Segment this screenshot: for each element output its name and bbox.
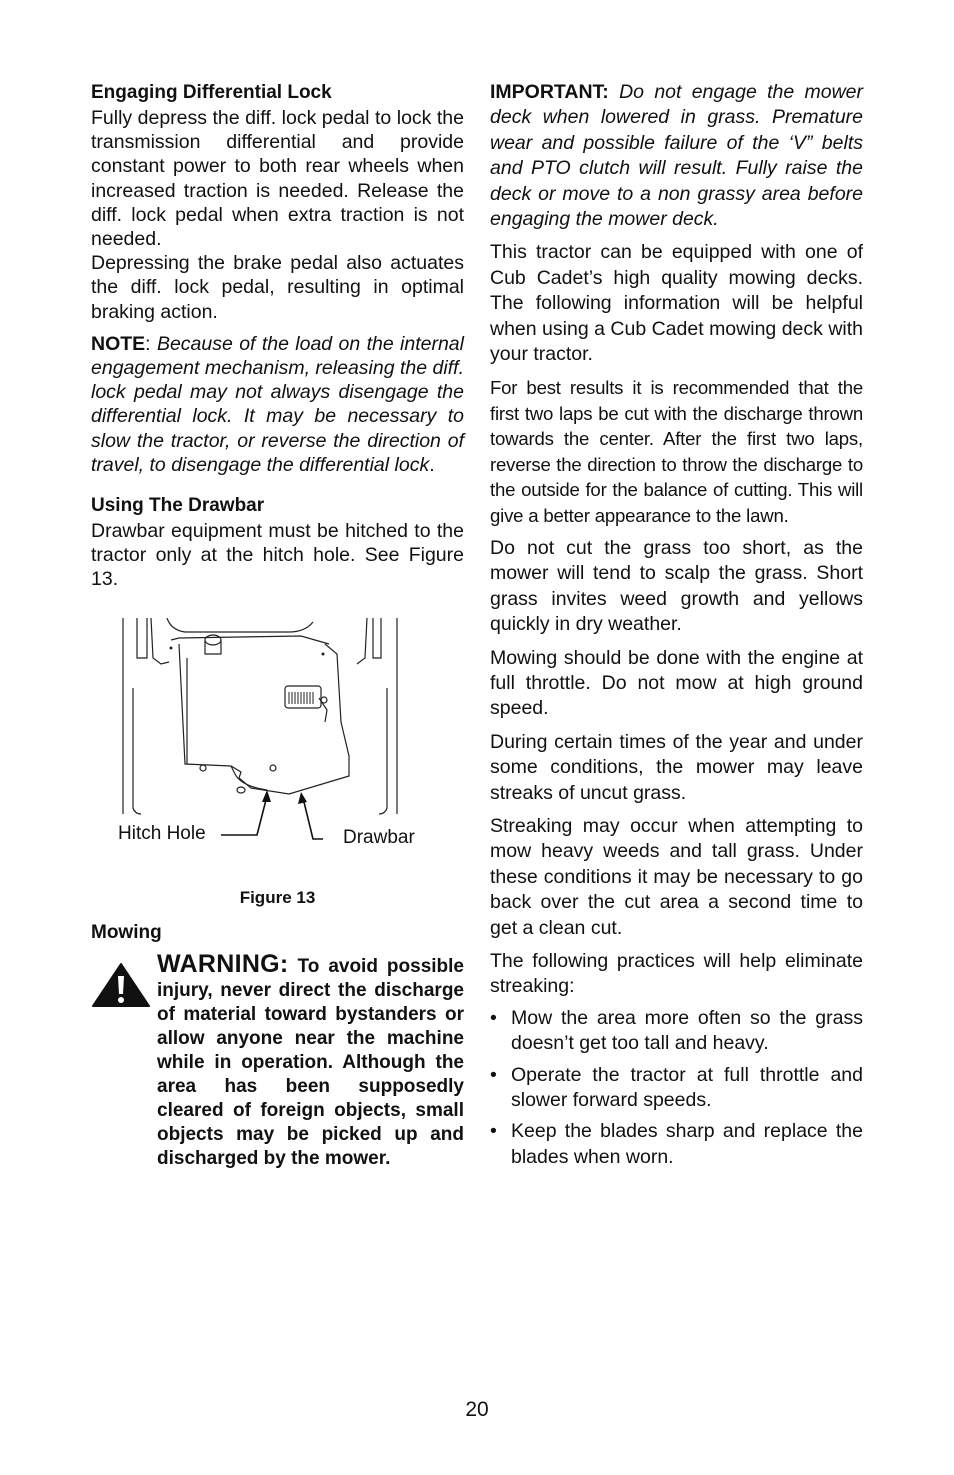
list-item-text: Mow the area more often so the grass doesn’t get too tall and heavy. xyxy=(511,1006,863,1055)
list-item-text: Keep the blades sharp and replace the blades when worn. xyxy=(511,1120,863,1168)
list-item xyxy=(490,1006,863,1057)
hitch-hole-label: Hitch Hole xyxy=(118,822,206,844)
bullet: • xyxy=(490,1006,497,1029)
list-item xyxy=(490,1119,863,1170)
right-column xyxy=(490,80,863,1170)
bullet: • xyxy=(490,1063,497,1086)
warning-word: WARNING: xyxy=(157,949,289,978)
drawbar-heading: Using The Drawbar xyxy=(91,495,265,517)
important-text: Do not engage the mower deck when lowered in grass. Premature wear and possible failure of the ‘V” belts and PTO clutch will result. Fully raise the deck or move to a non grassy area before engaging the mower deck. xyxy=(490,81,863,231)
warning-text xyxy=(157,949,464,1172)
bullet: • xyxy=(490,1120,497,1143)
diff-lock-note xyxy=(91,332,464,477)
warning-block xyxy=(91,949,464,1172)
note-label: NOTE xyxy=(91,332,146,355)
page-number: 20 xyxy=(465,1398,489,1421)
diff-lock-paragraph-1: Fully depress the diff. lock pedal to lock the transmission differential and provide constant power to both rear wheels when increased traction is needed. Release the diff. lock pedal when extra traction is not needed. xyxy=(91,107,464,251)
mowing-paragraph-4: Mowing should be done with the engine at full throttle. Do not mow at high ground speed. xyxy=(490,646,863,720)
drawbar-paragraph: Drawbar equipment must be hitched to the tractor only at the hitch hole. See Figure 13. xyxy=(91,520,464,591)
left-column xyxy=(91,80,464,1172)
list-item xyxy=(490,1063,863,1114)
mowing-paragraph-3: Do not cut the grass too short, as the mower will tend to scalp the grass. Short grass invites weed growth and yellows quickly in dry weather. xyxy=(490,536,863,636)
list-item-text: Operate the tractor at full throttle and slower forward speeds. xyxy=(511,1063,863,1112)
warning-triangle-icon xyxy=(91,962,151,1008)
streaking-tips-list xyxy=(490,1006,863,1170)
drawbar-label: Drawbar xyxy=(343,826,415,848)
diff-lock-heading: Engaging Differential Lock xyxy=(91,82,332,103)
diff-lock-paragraph-2: Depressing the brake pedal also actuates the diff. lock pedal, resulting in optimal braking action. xyxy=(91,252,464,323)
important-note xyxy=(490,80,863,232)
mowing-paragraph-7: The following practices will help eliminate streaking: xyxy=(490,950,863,998)
mowing-paragraph-6: Streaking may occur when attempting to mow heavy weeds and tall grass. Under these conditions it may be necessary to go back over the cut area a second time to get a clean cut. xyxy=(490,814,863,939)
note-colon: : xyxy=(145,332,157,355)
mowing-paragraph-5: During certain times of the year and under some conditions, the mower may leave streaks of uncut grass. xyxy=(490,730,863,804)
note-text: Because of the load on the internal engagement mechanism, releasing the diff. lock pedal may not always disengage the differential lock. It may be necessary to slow the tractor, or reverse the direction of travel, to disengage the differential lock xyxy=(91,332,464,476)
figure-13 xyxy=(91,618,464,878)
mowing-heading: Mowing xyxy=(91,921,162,943)
mowing-paragraph-1: This tractor can be equipped with one of Cub Cadet’s high quality mowing decks. The following information will be helpful when using a Cub Cadet mowing deck with your tractor. xyxy=(490,241,863,366)
note-end: . xyxy=(429,453,435,476)
warning-body: To avoid possible injury, never direct the discharge of material toward bystanders or allow anyone near the machine while in operation. Although the area has been supposedly cleared of foreign objects, small objects may be picked up and discharged by the mower. xyxy=(157,955,464,1170)
figure-caption: Figure 13 xyxy=(239,887,316,907)
mowing-paragraph-2: For best results it is recommended that the first two laps be cut with the discharge thrown towards the center. After the first two laps, reverse the direction to throw the discharge to the outside for the balance of cutting. This will give a better appearance to the lawn. xyxy=(490,377,863,526)
important-label: IMPORTANT: xyxy=(490,81,609,103)
